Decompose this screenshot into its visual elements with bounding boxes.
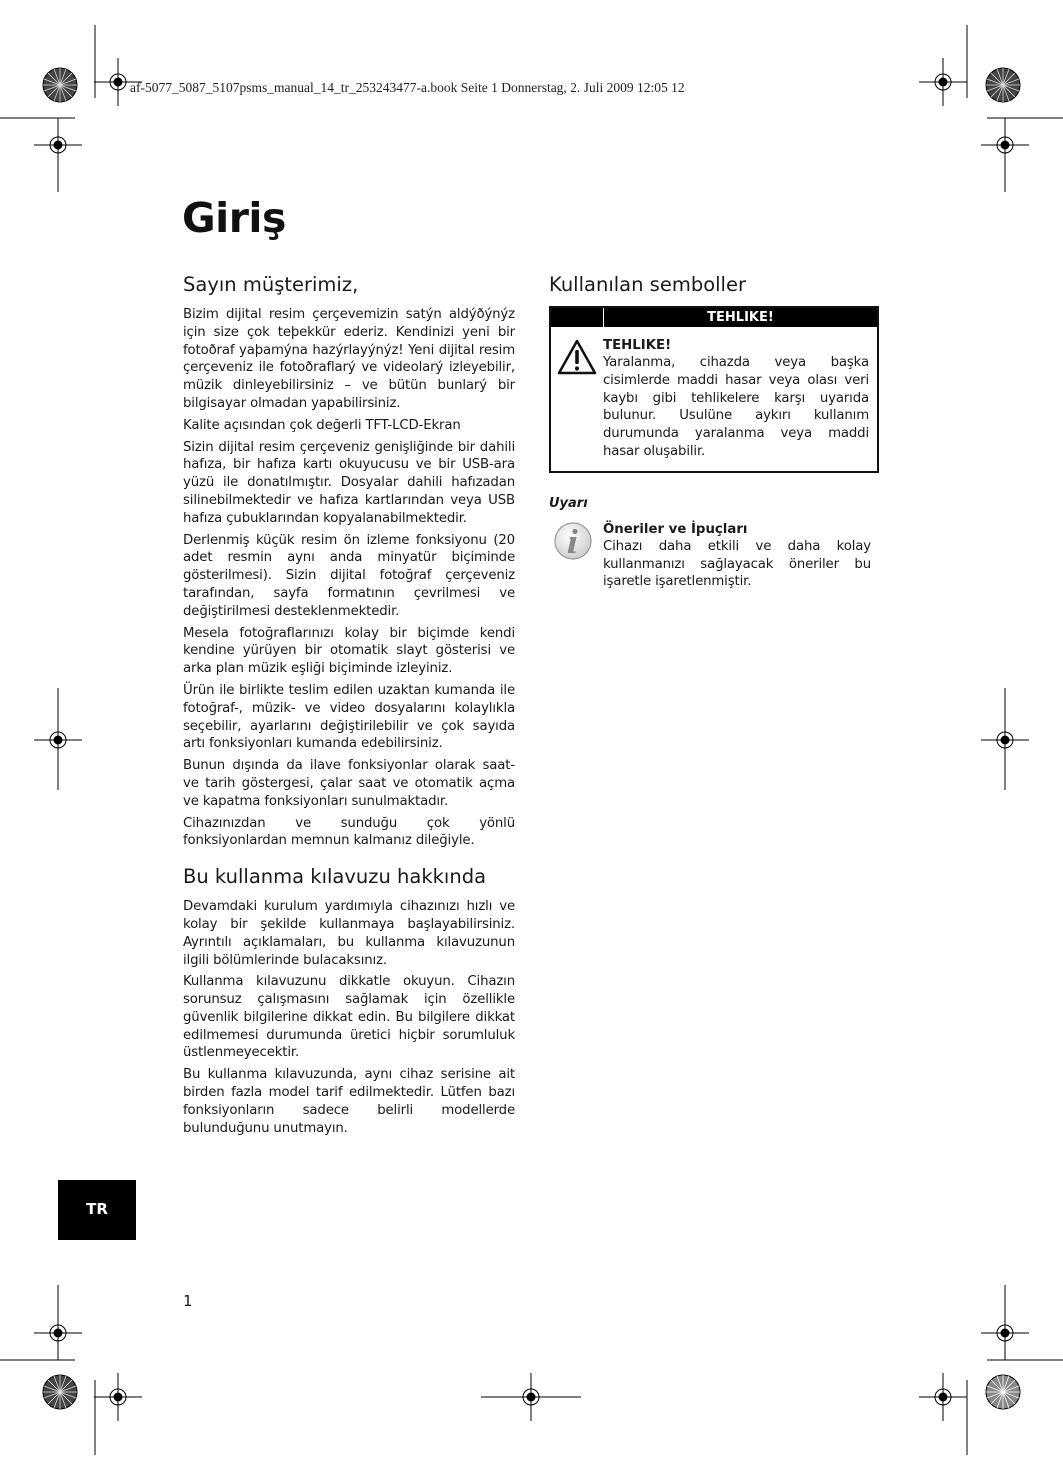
right-column [549,273,881,595]
note-label: Uyarı [549,495,588,511]
paragraph: Bunun dışında da ilave fonksiyonlar olarak saat- ve tarih göstergesi, çalar saat ve otomatik açma ve kapatma fonksiyonları sunulmaktadır. [183,758,515,809]
paragraph: Sizin dijital resim çerçeveniz genişliğinde bir dahili hafıza, bir hafıza kartı okuyucusu ve bir USB-ara yüzü ile donatılmıştır. Dosyalar dahili hafızadan silinebilmektedir ve hafıza kartlarından veya USB hafıza çubuklarından kopyalanabilmektedir. [183,439,515,526]
warning-triangle-icon [557,337,603,465]
paragraph: Kalite açısından çok değerli TFT-LCD-Ekran [183,417,461,433]
paragraph: Devamdaki kurulum yardımıyla cihazınızı hızlı ve kolay bir şekilde kullanmaya başlayabilirsiniz. Ayrıntılı açıklamaları, bu kullanma kılavuzunun ilgili bölümlerinde bulacaksınız. [183,899,515,968]
paragraph: Bu kullanma kılavuzunda, aynı cihaz serisine ait birden fazla model tarif edilmektedir. Lütfen bazı fonksiyonların sadece belirli modellerde bulunduğunu unutmayın. [183,1067,515,1136]
tip-box [549,521,881,595]
print-header: af-5077_5087_5107psms_manual_14_tr_253243477-a.book Seite 1 Donnerstag, 2. Juli 2009 12:05 12 [130,80,685,95]
danger-box-header [551,308,877,327]
tip-label: Öneriler ve İpuçları [603,521,748,537]
info-icon [553,521,603,595]
paragraph: Bizim dijital resim çerçevemizin satýn aldýðýnýz için size çok teþekkür ederiz. Kendinizi yeni bir fotoðraf yaþamýna hazýrlayýnýz! Yeni dijital resim çerçeveniz ile fotoðraflarý ve videolarý izleyebilir, müzik dinleyebilirsiniz – ve bütün bunlarý bir bilgisayar olmadan yapabilirsiniz. [183,307,515,411]
heading-symbols: Kullanılan semboller [549,273,746,296]
left-column [183,273,515,1141]
heading-about-manual: Bu kullanma kılavuzu hakkında [183,865,487,889]
paragraph: Cihazınızdan ve sunduğu çok yönlü fonksiyonlardan memnun kalmanız dileğiyle. [183,815,515,849]
danger-text: Yaralanma, cihazda veya başka cisimlerde maddi hasar veya olası veri kaybı gibi tehlikelere karşı uyarıda bulunur. Usulüne aykırı kullanım durumunda yaralanma veya maddi hasar oluşabilir. [603,355,869,459]
heading-greeting: Sayın müşterimiz, [183,273,359,296]
paragraph: Ürün ile birlikte teslim edilen uzaktan kumanda ile fotoğraf-, müzik- ve video dosyalarını kolaylıkla seçebilir, ayarlarını değiştirilebilir ve çok sayıda artı fonksiyonları kumanda edebilirsiniz. [183,682,515,752]
danger-box [549,306,879,473]
paragraph: Derlenmiş küçük resim ön izleme fonksiyonu (20 adet resmin aynı anda minyatür biçiminde gösterilmesi). Sizin dijital fotoğraf çerçeveniz tarafından, sayfa formatının çevrilmesi ve değiştirilmesi desteklenmektedir. [183,532,515,619]
danger-label: TEHLIKE! [603,338,672,353]
page-number: 1 [183,1292,193,1310]
language-tab: TR [58,1180,136,1240]
danger-header-label: TEHLIKE! [707,310,774,325]
paragraph: Kullanma kılavuzunu dikkatle okuyun. Cihazın sorunsuz çalışmasını sağlamak için özellikle güvenlik bilgilerine dikkat edin. Bu bilgilere dikkat edilmemesi durumunda üretici hiçbir sorumluluk üstlenmeyecektir. [183,974,515,1061]
page-title: Giriş [182,194,286,242]
tip-text: Cihazı daha etkili ve daha kolay kullanmanızı sağlayacak öneriler bu işaretle işaretlenmiştir. [603,538,871,590]
paragraph: Mesela fotoğraflarınızı kolay bir biçimde kendi kendine yürüyen bir otomatik slayt gösterisi ve arka plan müzik eşliği biçiminde izleyiniz. [183,625,515,677]
